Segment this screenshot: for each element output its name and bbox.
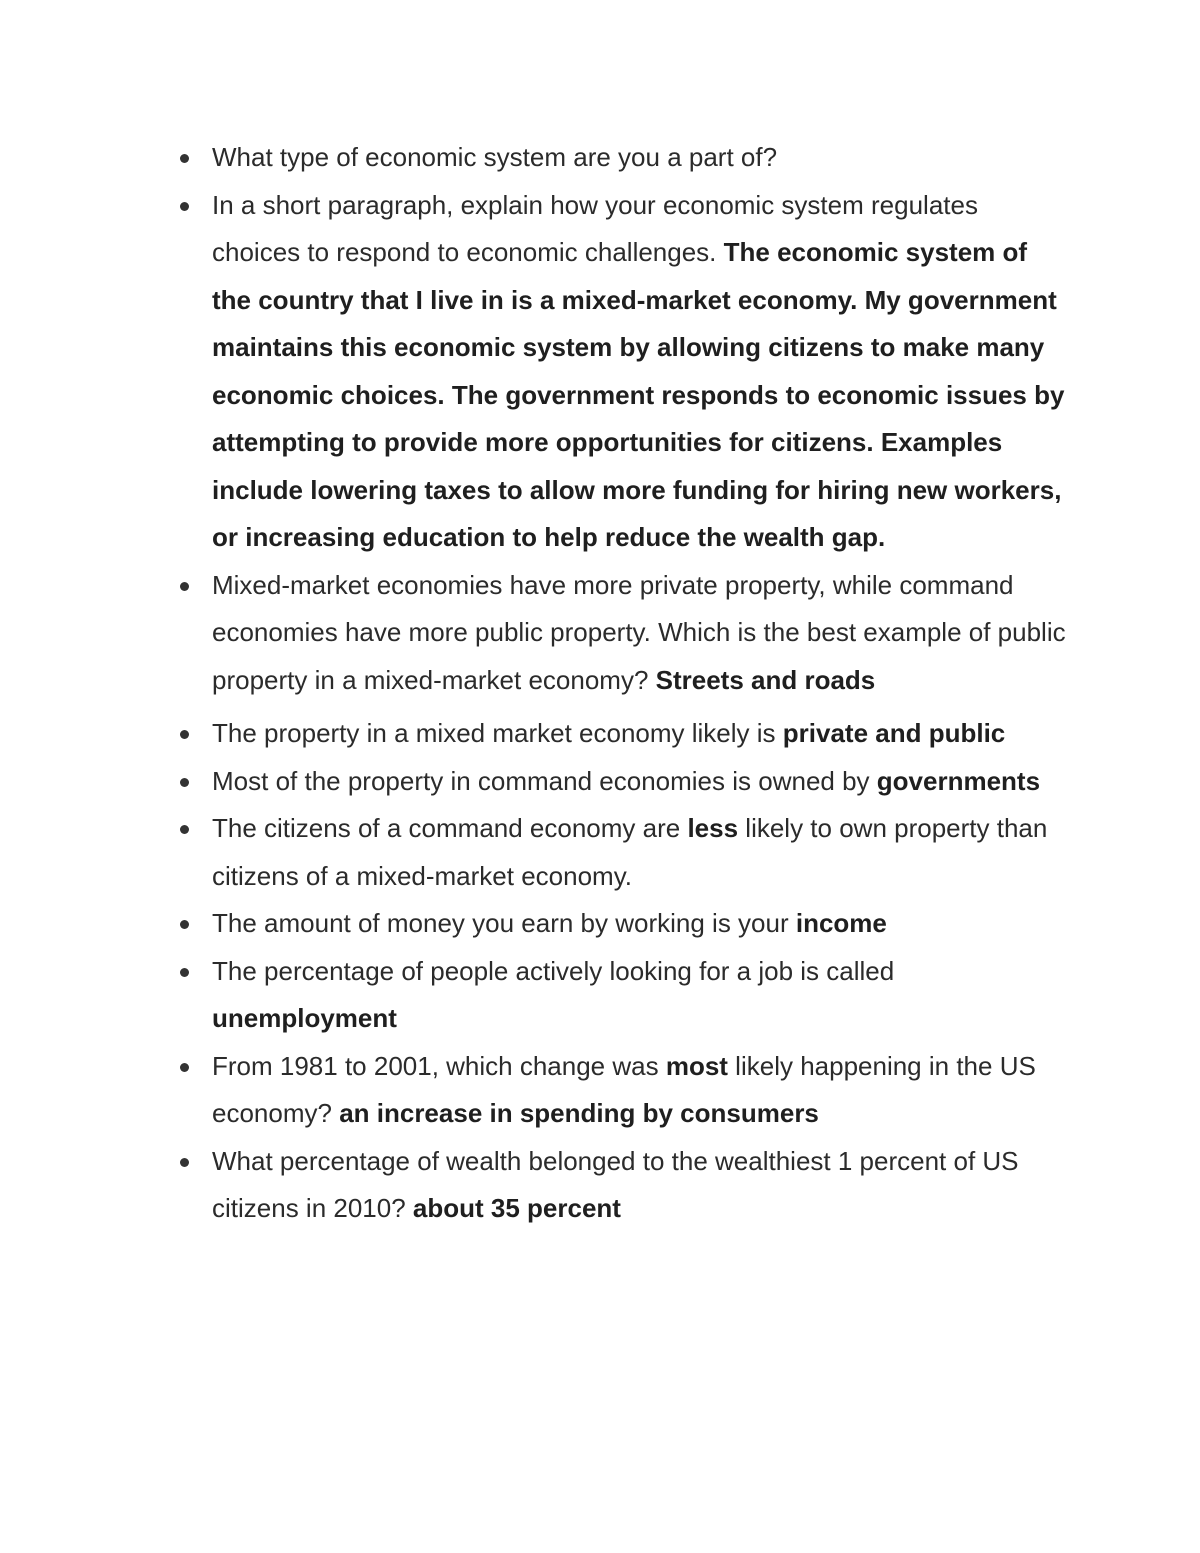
question-list [172, 134, 1072, 1233]
question-text: The citizens of a command economy are [212, 813, 688, 843]
question-text: The amount of money you earn by working is your [212, 908, 796, 938]
answer-text: about 35 percent [412, 1193, 621, 1223]
bullet-icon [180, 202, 189, 211]
question-tail-text: likely happening in the US economy? [212, 1050, 1036, 1128]
list-item [172, 758, 1072, 806]
list-item [172, 710, 1072, 758]
question-text: Mixed-market economies have more private property, while command economies have more public property. Which is the best example of public property in a mixed-market economy? [212, 569, 1066, 695]
list-item [172, 805, 1072, 900]
bullet-icon [180, 778, 189, 787]
bullet-icon [180, 154, 189, 163]
list-item [172, 134, 1072, 182]
question-text: Most of the property in command economies is owned by [212, 765, 877, 796]
question-text: What type of economic system are you a part of? [212, 142, 778, 172]
question-text: The percentage of people actively looking for a job is called [212, 955, 895, 986]
list-item [172, 182, 1072, 562]
bullet-icon [180, 968, 189, 977]
answer-text: private and public [782, 718, 1006, 748]
list-item [172, 1043, 1072, 1138]
answer-text-2: an increase in spending by consumers [339, 1098, 819, 1128]
bullet-icon [180, 582, 189, 591]
answer-text: unemployment [212, 1003, 397, 1033]
answer-text: governments [876, 765, 1041, 796]
list-item [172, 948, 1072, 1043]
list-item [172, 562, 1072, 705]
bullet-icon [180, 920, 189, 929]
answer-text: most [665, 1050, 728, 1081]
answer-text: The economic system of the country that I live in is a mixed-market economy. My government maintains this economic system by allowing citizens to make many economic choices. The government responds to economic issues by attempting to provide more opportunities for citizens. Examples include lowering taxes to allow more funding for hiring new workers, or increasing education to help reduce the wealth gap. [212, 237, 1065, 552]
bullet-icon [180, 825, 189, 834]
question-text: The property in a mixed market economy likely is [212, 718, 783, 748]
question-text: What percentage of wealth belonged to the wealthiest 1 percent of US citizens in 2010? [212, 1145, 1019, 1223]
list-item [172, 900, 1072, 948]
list-item [172, 1138, 1072, 1233]
answer-text: income [795, 908, 887, 938]
bullet-icon [180, 1063, 189, 1072]
question-text: In a short paragraph, explain how your economic system regulates choices to respond to economic challenges. [212, 189, 978, 267]
question-text: From 1981 to 2001, which change was [212, 1050, 666, 1081]
question-tail-text: likely to own property than citizens of a mixed-market economy. [212, 813, 1048, 891]
answer-text: Streets and roads [655, 664, 876, 695]
bullet-icon [180, 1158, 189, 1167]
bullet-icon [180, 730, 189, 739]
answer-text: less [687, 813, 739, 843]
